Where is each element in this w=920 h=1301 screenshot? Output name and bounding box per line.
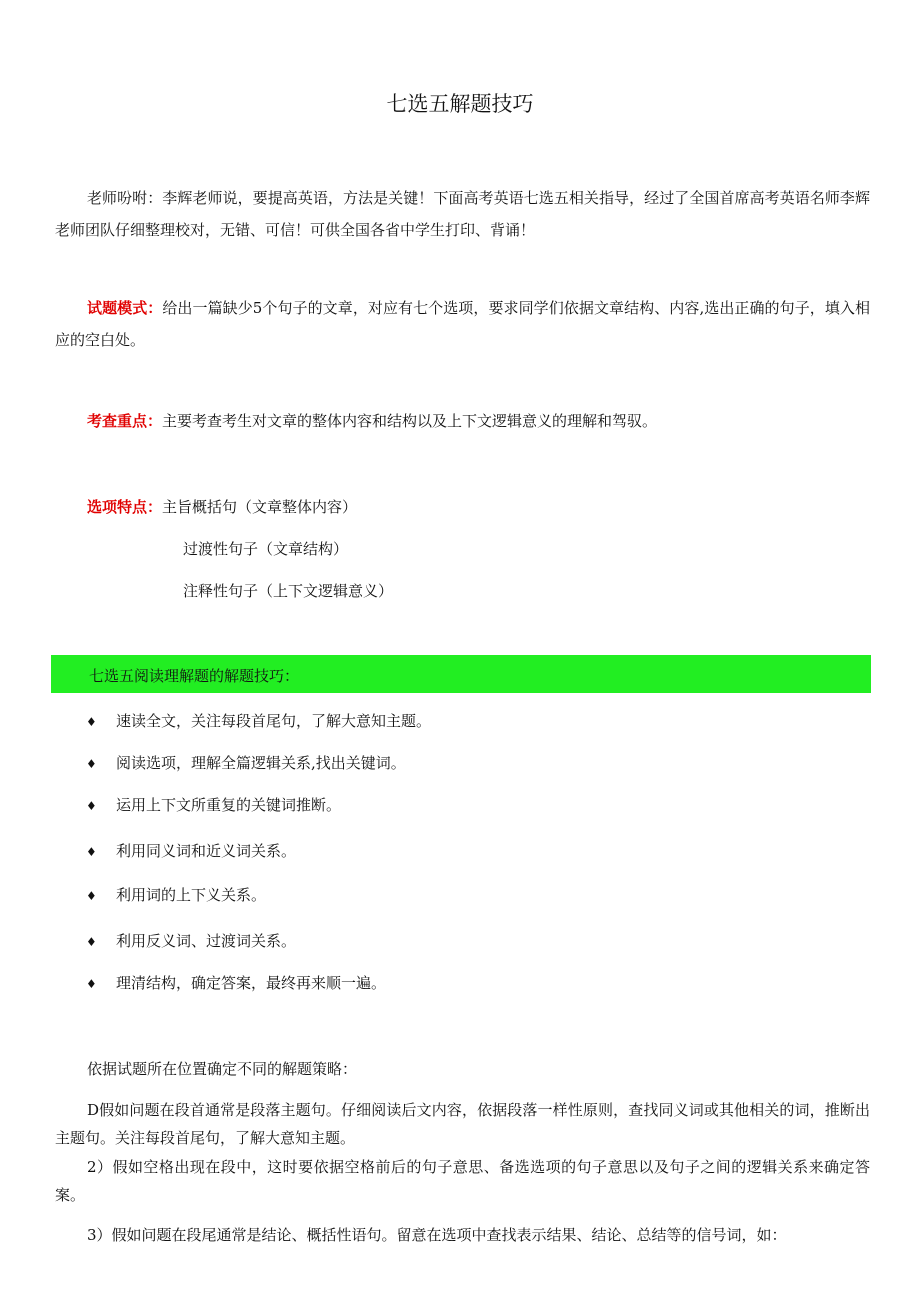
mode-label: 试题模式： [87,299,163,317]
diamond-bullet-icon: ♦ [86,799,97,813]
mode-paragraph [55,292,870,356]
focus-text: 主要考查考生对文章的整体内容和结构以及上下文逻辑意义的理解和驾驭。 [162,412,658,430]
tip-text: 理清结构，确定答案，最终再来顺一遍。 [116,974,387,992]
strategy-item-3: 3）假如问题在段尾通常是结论、概括性语句。留意在选项中查找表示结果、结论、总结等的信号词，如： [87,1226,787,1244]
strategy-heading: 依据试题所在位置确定不同的解题策略： [87,1060,358,1078]
tip-item [86,884,266,907]
tip-text: 速读全文，关注每段首尾句，了解大意知主题。 [116,712,432,730]
focus-paragraph [55,405,870,437]
intro-paragraph: 老师吩咐：李辉老师说，要提高英语，方法是关键！下面高考英语七选五相关指导，经过了全国首席高考英语名师李辉老师团队仔细整理校对，无错、可信！可供全国各省中学生打印、背诵！ [55,189,870,239]
diamond-bullet-icon: ♦ [86,935,97,949]
options-label: 选项特点： [87,498,163,516]
tip-item [86,710,431,733]
strategy-item-1: D假如问题在段首通常是段落主题句。仔细阅读后文内容，依据段落一样性原则，查找同义词或其他相关的词，推断出主题句。关注每段首尾句，了解大意知主题。 [55,1101,870,1147]
tip-item [86,752,406,775]
tip-text: 利用反义词、过渡词关系。 [116,932,297,950]
diamond-bullet-icon: ♦ [86,715,97,729]
diamond-bullet-icon: ♦ [86,889,97,903]
diamond-bullet-icon: ♦ [86,845,97,859]
strategy-item-2: 2）假如空格出现在段中，这时要依据空格前后的句子意思、备选选项的句子意思以及句子之间的逻辑关系来确定答案。 [55,1158,870,1204]
tip-item [86,794,341,817]
tip-item [86,840,296,863]
focus-label: 考查重点： [87,412,163,430]
options-line-1 [87,496,357,518]
options-item: 主旨概括句（文章整体内容） [162,498,358,516]
options-line-2: 过渡性句子（文章结构） [183,540,349,558]
tip-text: 运用上下文所重复的关键词推断。 [116,796,342,814]
document-title: 七选五解题技巧 [386,92,534,116]
diamond-bullet-icon: ♦ [86,977,97,991]
tip-text: 利用同义词和近义词关系。 [116,842,297,860]
options-line-3: 注释性句子（上下文逻辑意义） [183,582,394,600]
diamond-bullet-icon: ♦ [86,757,97,771]
tip-text: 利用词的上下义关系。 [116,886,267,904]
tips-heading-bar [51,655,871,693]
tips-heading: 七选五阅读理解题的解题技巧： [89,667,300,685]
tip-item [86,930,296,953]
tip-text: 阅读选项，理解全篇逻辑关系,找出关键词。 [116,754,406,772]
mode-text: 给出一篇缺少5个句子的文章，对应有七个选项，要求同学们依据文章结构、内容,选出正确的句子，填入相应的空白处。 [55,299,870,349]
tip-item [86,972,386,995]
